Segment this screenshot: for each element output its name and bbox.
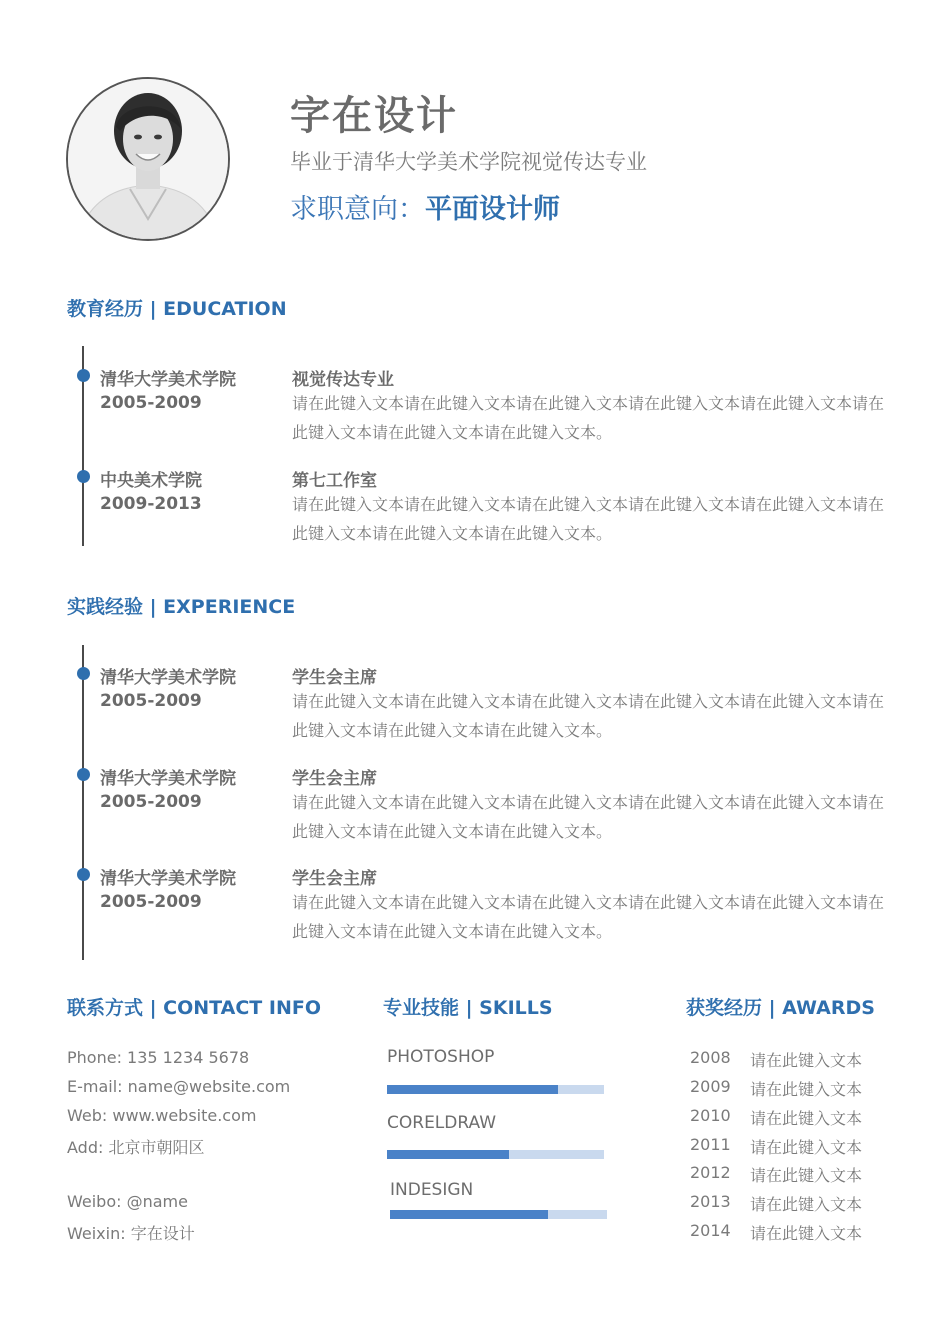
candidate-name: 字在设计 — [290, 93, 458, 139]
profile-photo — [66, 77, 230, 241]
experience-role: 学生会主席 — [292, 869, 377, 889]
skill-name: INDESIGN — [390, 1180, 474, 1200]
awards-heading: 获奖经历 | AWARDS — [686, 997, 875, 1019]
experience-description: 请在此键入文本请在此键入文本请在此键入文本请在此键入文本请在此键入文本请在此键入文本请在此键入文本请在此键入文本。 — [292, 893, 885, 941]
skill-name: CORELDRAW — [387, 1113, 496, 1133]
education-heading: 教育经历 | EDUCATION — [67, 298, 287, 320]
education-major: 视觉传达专业 — [292, 370, 394, 390]
education-major: 第七工作室 — [292, 471, 377, 491]
contact-email: E-mail: name@website.com — [67, 1077, 291, 1096]
candidate-subtitle: 毕业于清华大学美术学院视觉传达专业 — [290, 150, 647, 174]
award-text: 请在此键入文本 — [750, 1051, 863, 1070]
contact-phone: Phone: 135 1234 5678 — [67, 1048, 250, 1067]
experience-org: 清华大学美术学院 — [100, 869, 236, 889]
education-years: 2009-2013 — [100, 494, 202, 514]
award-text: 请在此键入文本 — [750, 1080, 863, 1099]
skills-heading: 专业技能 | SKILLS — [383, 997, 553, 1019]
skill-bar-track — [387, 1150, 604, 1159]
education-description: 请在此键入文本请在此键入文本请在此键入文本请在此键入文本请在此键入文本请在此键入文本请在此键入文本请在此键入文本。 — [292, 495, 885, 543]
timeline-dot — [77, 369, 90, 382]
skill-name: PHOTOSHOP — [387, 1047, 495, 1067]
award-year: 2013 — [690, 1192, 731, 1211]
education-years: 2005-2009 — [100, 393, 202, 413]
award-text: 请在此键入文本 — [750, 1224, 863, 1243]
contact-weixin: Weixin: 字在设计 — [67, 1224, 195, 1243]
job-objective — [290, 187, 560, 226]
award-year: 2011 — [690, 1135, 731, 1154]
experience-timeline-line — [82, 645, 84, 960]
award-year: 2010 — [690, 1106, 731, 1125]
experience-description: 请在此键入文本请在此键入文本请在此键入文本请在此键入文本请在此键入文本请在此键入文本请在此键入文本请在此键入文本。 — [292, 793, 885, 841]
award-text: 请在此键入文本 — [750, 1138, 863, 1157]
experience-role: 学生会主席 — [292, 769, 377, 789]
skill-bar-track — [390, 1210, 607, 1219]
skill-bar-track — [387, 1085, 604, 1094]
contact-weibo: Weibo: @name — [67, 1192, 188, 1211]
contact-address: Add: 北京市朝阳区 — [67, 1138, 205, 1157]
contact-web: Web: www.website.com — [67, 1106, 257, 1125]
portrait-image — [68, 79, 228, 239]
timeline-dot — [77, 470, 90, 483]
objective-label: 求职意向： — [290, 194, 425, 225]
experience-org: 清华大学美术学院 — [100, 769, 236, 789]
experience-org: 清华大学美术学院 — [100, 668, 236, 688]
objective-value: 平面设计师 — [425, 194, 560, 225]
experience-description: 请在此键入文本请在此键入文本请在此键入文本请在此键入文本请在此键入文本请在此键入文本请在此键入文本请在此键入文本。 — [292, 692, 885, 740]
award-year: 2012 — [690, 1163, 731, 1182]
education-description: 请在此键入文本请在此键入文本请在此键入文本请在此键入文本请在此键入文本请在此键入文本请在此键入文本请在此键入文本。 — [292, 394, 885, 442]
experience-heading: 实践经验 | EXPERIENCE — [67, 596, 296, 618]
award-year: 2009 — [690, 1077, 731, 1096]
experience-years: 2005-2009 — [100, 792, 202, 812]
award-text: 请在此键入文本 — [750, 1109, 863, 1128]
timeline-dot — [77, 868, 90, 881]
timeline-dot — [77, 768, 90, 781]
award-text: 请在此键入文本 — [750, 1195, 863, 1214]
contact-heading: 联系方式 | CONTACT INFO — [67, 997, 321, 1019]
skill-bar-fill — [387, 1085, 558, 1094]
award-text: 请在此键入文本 — [750, 1166, 863, 1185]
experience-role: 学生会主席 — [292, 668, 377, 688]
experience-years: 2005-2009 — [100, 892, 202, 912]
skill-bar-fill — [390, 1210, 548, 1219]
education-school: 清华大学美术学院 — [100, 370, 236, 390]
award-year: 2008 — [690, 1048, 731, 1067]
experience-years: 2005-2009 — [100, 691, 202, 711]
education-school: 中央美术学院 — [100, 471, 202, 491]
timeline-dot — [77, 667, 90, 680]
skill-bar-fill — [387, 1150, 509, 1159]
award-year: 2014 — [690, 1221, 731, 1240]
